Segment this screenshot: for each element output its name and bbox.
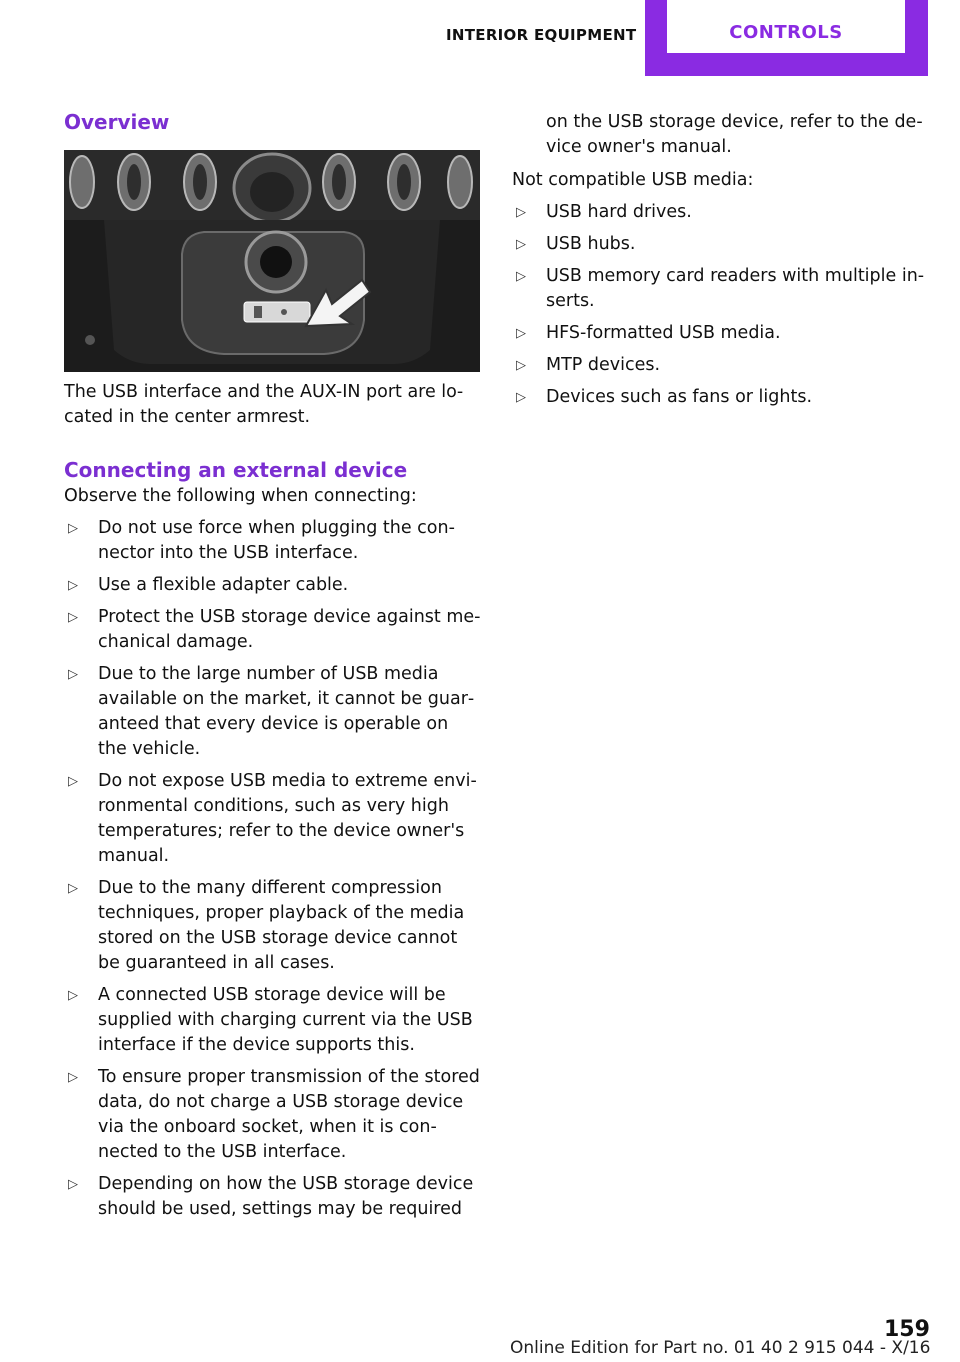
list-item-text: HFS-formatted USB media. — [546, 323, 781, 343]
list-item-text: Due to the large number of USB media available on the market, it cannot be guar‐ anteed that every device is operable on the vehicle. — [98, 664, 475, 759]
continued-list-text: on the USB storage device, refer to the de‐ vice owner's manual. — [546, 112, 923, 157]
incompatible-intro: Not compatible USB media: — [512, 170, 754, 190]
list-item-text: Protect the USB storage device against me‐ chanical damage. — [98, 607, 481, 652]
list-item — [64, 769, 482, 869]
list-item-text: USB memory card readers with multiple in‐ serts. — [546, 266, 925, 311]
triangle-bullet-icon: ▷ — [68, 988, 78, 1003]
overview-heading: Overview — [64, 110, 170, 134]
incompatible-list — [512, 200, 930, 410]
chapter-tab-inner — [667, 0, 905, 53]
list-item — [64, 1065, 482, 1165]
list-item-text: To ensure proper transmission of the stored data, do not charge a USB storage device via the onboard socket, when it is con‐ nected to the USB interface. — [98, 1067, 480, 1162]
list-item-text: MTP devices. — [546, 355, 661, 375]
list-item-text: Use a flexible adapter cable. — [98, 575, 349, 595]
list-item — [64, 516, 482, 566]
list-item — [64, 605, 482, 655]
list-item — [512, 200, 930, 225]
list-item — [64, 662, 482, 762]
list-item-text: USB hard drives. — [546, 202, 692, 222]
triangle-bullet-icon: ▷ — [516, 269, 526, 284]
left-column — [64, 108, 482, 1222]
triangle-bullet-icon: ▷ — [516, 326, 526, 341]
triangle-bullet-icon: ▷ — [516, 358, 526, 373]
triangle-bullet-icon: ▷ — [68, 521, 78, 536]
list-item-text: Due to the many different compression techniques, proper playback of the media stored on the USB storage device cannot be guaranteed in all cases. — [98, 878, 465, 973]
list-item-text: Do not use force when plugging the con‐ nector into the USB interface. — [98, 518, 455, 563]
list-item — [512, 353, 930, 378]
right-column — [512, 110, 930, 410]
triangle-bullet-icon: ▷ — [516, 205, 526, 220]
triangle-bullet-icon: ▷ — [68, 667, 78, 682]
triangle-bullet-icon: ▷ — [68, 1177, 78, 1192]
triangle-bullet-icon: ▷ — [68, 881, 78, 896]
connecting-heading: Connecting an external device — [64, 458, 408, 482]
list-item-text: Do not expose USB media to extreme envi‐ ronmental conditions, such as very high temperatures; refer to the device owner's manual. — [98, 771, 477, 866]
triangle-bullet-icon: ▷ — [68, 1070, 78, 1085]
list-item — [64, 983, 482, 1058]
triangle-bullet-icon: ▷ — [68, 578, 78, 593]
list-item-text: USB hubs. — [546, 234, 636, 254]
list-item-text: Devices such as fans or lights. — [546, 387, 813, 407]
triangle-bullet-icon: ▷ — [68, 774, 78, 789]
list-item-text: A connected USB storage device will be supplied with charging current via the USB interface if the device supports this. — [98, 985, 473, 1055]
connecting-intro: Observe the following when connecting: — [64, 486, 417, 506]
chapter-tab-label: CONTROLS — [729, 22, 843, 43]
page-number: 159 — [884, 1317, 930, 1342]
list-item — [64, 573, 482, 598]
list-item — [512, 232, 930, 257]
usb-armrest-photo — [64, 150, 480, 372]
list-item — [64, 1172, 482, 1222]
list-item-text: Depending on how the USB storage device should be used, settings may be required — [98, 1174, 474, 1219]
triangle-bullet-icon: ▷ — [516, 390, 526, 405]
list-item — [512, 321, 930, 346]
footer-edition: Online Edition for Part no. 01 40 2 915 044 - X/16 — [510, 1338, 931, 1358]
connecting-list — [64, 516, 482, 1222]
triangle-bullet-icon: ▷ — [516, 237, 526, 252]
list-item — [512, 385, 930, 410]
triangle-bullet-icon: ▷ — [68, 610, 78, 625]
chapter-tab[interactable] — [645, 0, 928, 76]
list-item — [64, 876, 482, 976]
photo-caption: The USB interface and the AUX-IN port are lo‐ cated in the center armrest. — [64, 382, 464, 427]
list-item — [512, 264, 930, 314]
section-title: INTERIOR EQUIPMENT — [446, 26, 637, 44]
